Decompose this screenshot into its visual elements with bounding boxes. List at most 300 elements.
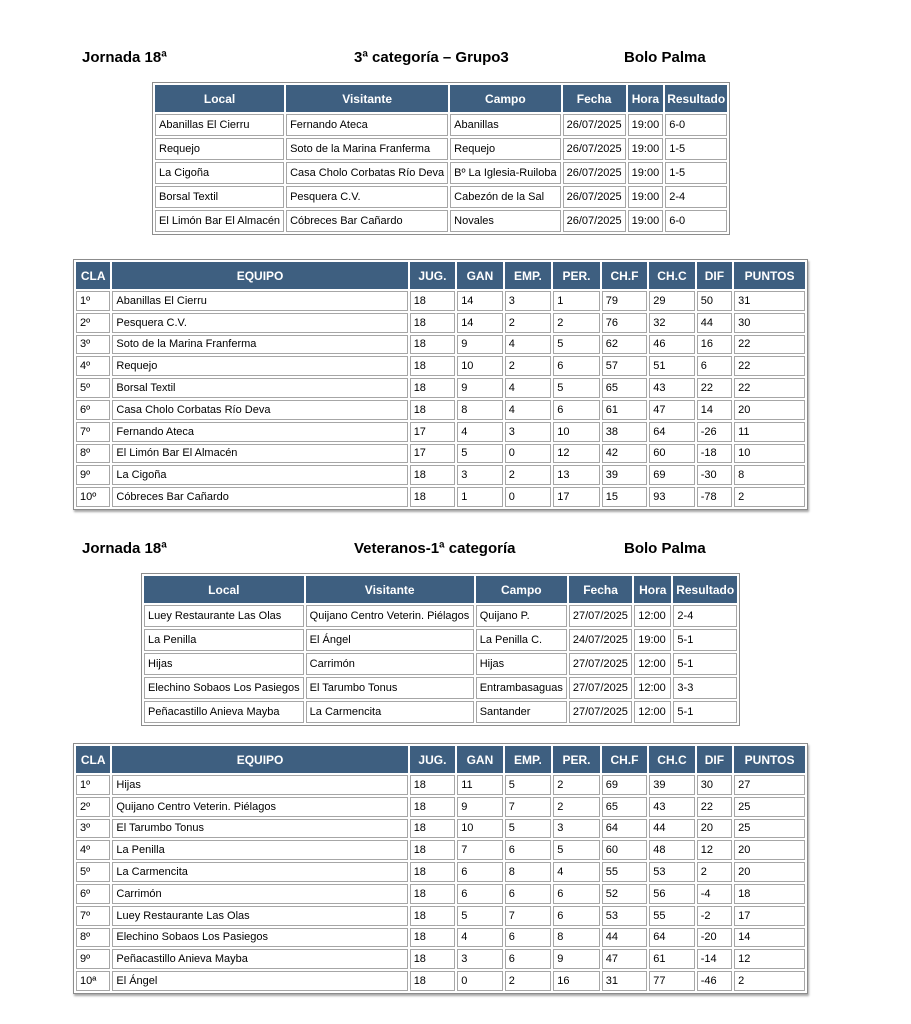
column-header: Resultado (665, 85, 727, 112)
standings-cell: 9 (457, 797, 503, 817)
match-cell: Abanillas (450, 114, 560, 136)
column-header: DIF (697, 746, 732, 773)
standings-cell: La Cigoña (112, 465, 407, 485)
match-cell: Elechino Sobaos Los Pasiegos (144, 677, 304, 699)
category-title: 3ª categoría – Grupo3 (354, 49, 509, 66)
standings-cell: 32 (649, 313, 695, 333)
standings-cell: Hijas (112, 775, 407, 795)
standings-cell: 2 (505, 313, 552, 333)
standings-cell: 43 (649, 797, 695, 817)
column-header: CH.C (649, 262, 695, 289)
standings-cell: 69 (649, 465, 695, 485)
standings-cell: 14 (457, 291, 503, 311)
match-cell: 2-4 (673, 605, 737, 627)
standings-cell: 3º (76, 819, 110, 839)
standings-cell: 3º (76, 335, 110, 355)
standings-cell: 6 (553, 906, 600, 926)
standings-cell: 2 (553, 313, 600, 333)
standings-cell: 3 (553, 819, 600, 839)
standings-cell: 3 (457, 465, 503, 485)
match-cell: Requejo (155, 138, 284, 160)
standings-cell: 9 (553, 949, 600, 969)
match-cell: 5-1 (673, 653, 737, 675)
table-row (76, 422, 805, 442)
standings-cell: Quijano Centro Veterin. Piélagos (112, 797, 407, 817)
match-cell: 19:00 (628, 138, 664, 160)
standings-cell: -78 (697, 487, 732, 507)
match-cell: 5-1 (673, 701, 737, 723)
column-header: EQUIPO (112, 746, 407, 773)
standings-cell: Borsal Textil (112, 378, 407, 398)
standings-cell: 18 (410, 884, 456, 904)
standings-cell: 1 (553, 291, 600, 311)
column-header: Campo (450, 85, 560, 112)
column-header: Local (144, 576, 304, 603)
standings-cell: 2 (697, 862, 732, 882)
standings-cell: Soto de la Marina Franferma (112, 335, 407, 355)
match-cell: 1-5 (665, 138, 727, 160)
match-cell: 1-5 (665, 162, 727, 184)
match-cell: Fernando Ateca (286, 114, 448, 136)
standings-cell: 47 (649, 400, 695, 420)
column-header: Hora (628, 85, 664, 112)
table-row (155, 114, 727, 136)
standings-cell: -46 (697, 971, 732, 991)
standings-cell: 8 (457, 400, 503, 420)
column-header: EMP. (505, 262, 552, 289)
match-cell: La Penilla C. (476, 629, 567, 651)
table-row (76, 356, 805, 376)
standings-cell: -20 (697, 928, 732, 948)
standings-cell: 8 (505, 862, 552, 882)
standings-cell: 1 (457, 487, 503, 507)
match-cell: Borsal Textil (155, 186, 284, 208)
table-row (155, 138, 727, 160)
standings-cell: 4 (457, 928, 503, 948)
table-row (76, 378, 805, 398)
match-cell: 26/07/2025 (563, 210, 626, 232)
column-header: Resultado (673, 576, 737, 603)
standings-cell: 20 (734, 400, 805, 420)
standings-cell: 6 (505, 928, 552, 948)
standings-cell: 69 (602, 775, 648, 795)
round-title: Jornada 18ª (82, 49, 167, 66)
match-cell: Peñacastillo Anieva Mayba (144, 701, 304, 723)
section-header (0, 46, 911, 70)
standings-cell: 6 (553, 400, 600, 420)
standings-cell: 4º (76, 356, 110, 376)
column-header: GAN (457, 746, 503, 773)
standings-cell: 6 (505, 949, 552, 969)
standings-cell: 10 (457, 819, 503, 839)
match-cell: Santander (476, 701, 567, 723)
standings-cell: 44 (649, 819, 695, 839)
standings-cell: 2 (734, 487, 805, 507)
standings-cell: 3 (457, 949, 503, 969)
standings-cell: El Ángel (112, 971, 407, 991)
match-cell: 2-4 (665, 186, 727, 208)
standings-cell: 18 (410, 906, 456, 926)
match-cell: 27/07/2025 (569, 701, 632, 723)
standings-cell: 42 (602, 444, 648, 464)
standings-cell: 51 (649, 356, 695, 376)
standings-cell: 2 (505, 971, 552, 991)
standings-cell: 4 (505, 335, 552, 355)
standings-cell: 18 (410, 335, 456, 355)
standings-cell: 56 (649, 884, 695, 904)
standings-cell: 57 (602, 356, 648, 376)
match-cell: 27/07/2025 (569, 677, 632, 699)
standings-cell: 64 (649, 928, 695, 948)
standings-cell: 2º (76, 797, 110, 817)
standings-cell: 22 (697, 797, 732, 817)
standings-cell: 44 (697, 313, 732, 333)
standings-cell: 50 (697, 291, 732, 311)
standings-cell: 9 (457, 335, 503, 355)
match-cell: La Cigoña (155, 162, 284, 184)
standings-cell: Elechino Sobaos Los Pasiegos (112, 928, 407, 948)
table-row (76, 840, 805, 860)
standings-cell: 18 (410, 819, 456, 839)
standings-cell: 46 (649, 335, 695, 355)
standings-cell: Requejo (112, 356, 407, 376)
standings-cell: 6 (553, 884, 600, 904)
standings-cell: 30 (697, 775, 732, 795)
match-cell: 26/07/2025 (563, 114, 626, 136)
standings-cell: 79 (602, 291, 648, 311)
standings-cell: 17 (410, 444, 456, 464)
standings-cell: 4 (505, 378, 552, 398)
standings-cell: Casa Cholo Corbatas Río Deva (112, 400, 407, 420)
standings-cell: 53 (649, 862, 695, 882)
match-cell: La Penilla (144, 629, 304, 651)
standings-cell: 5 (505, 819, 552, 839)
standings-cell: El Limón Bar El Almacén (112, 444, 407, 464)
table-row (155, 186, 727, 208)
standings-cell: -2 (697, 906, 732, 926)
table-row (76, 884, 805, 904)
table-row (76, 819, 805, 839)
sport-title: Bolo Palma (624, 540, 706, 557)
table-row (144, 701, 737, 723)
match-cell: Bº La Iglesia-Ruiloba (450, 162, 560, 184)
table-row (144, 605, 737, 627)
standings-cell: 22 (697, 378, 732, 398)
standings-cell: 25 (734, 819, 805, 839)
standings-cell: 8º (76, 444, 110, 464)
standings-cell: 20 (734, 862, 805, 882)
table-row (144, 677, 737, 699)
standings-cell: 76 (602, 313, 648, 333)
standings-cell: -14 (697, 949, 732, 969)
standings-cell: 5 (505, 775, 552, 795)
standings-cell: 8 (553, 928, 600, 948)
standings-cell: 5 (457, 444, 503, 464)
standings-cell: 55 (649, 906, 695, 926)
table-row (76, 313, 805, 333)
column-header: PER. (553, 262, 600, 289)
standings-cell: 55 (602, 862, 648, 882)
standings-cell: 2 (505, 465, 552, 485)
column-header: Fecha (569, 576, 632, 603)
match-cell: 27/07/2025 (569, 605, 632, 627)
table-header-row (76, 262, 805, 289)
standings-cell: 62 (602, 335, 648, 355)
standings-cell: 2 (734, 971, 805, 991)
match-cell: 19:00 (628, 186, 664, 208)
standings-cell: 10ª (76, 971, 110, 991)
standings-cell: Luey Restaurante Las Olas (112, 906, 407, 926)
standings-cell: 1º (76, 775, 110, 795)
table-row (76, 928, 805, 948)
table-row (144, 629, 737, 651)
standings-cell: 48 (649, 840, 695, 860)
match-cell: 26/07/2025 (563, 162, 626, 184)
standings-table (73, 743, 808, 994)
match-cell: 26/07/2025 (563, 138, 626, 160)
round-title: Jornada 18ª (82, 540, 167, 557)
standings-cell: 8 (734, 465, 805, 485)
match-cell: La Carmencita (306, 701, 474, 723)
match-cell: 12:00 (634, 677, 671, 699)
standings-cell: 27 (734, 775, 805, 795)
standings-cell: 44 (602, 928, 648, 948)
match-cell: Casa Cholo Corbatas Río Deva (286, 162, 448, 184)
match-cell: El Ángel (306, 629, 474, 651)
standings-cell: Pesquera C.V. (112, 313, 407, 333)
standings-cell: 3 (505, 291, 552, 311)
standings-cell: 11 (457, 775, 503, 795)
standings-cell: 61 (649, 949, 695, 969)
match-cell: Novales (450, 210, 560, 232)
standings-cell: 13 (553, 465, 600, 485)
standings-cell: 5 (553, 840, 600, 860)
table-row (76, 797, 805, 817)
standings-cell: 18 (734, 884, 805, 904)
standings-cell: 18 (410, 487, 456, 507)
standings-cell: 16 (697, 335, 732, 355)
standings-cell: 93 (649, 487, 695, 507)
standings-cell: 2 (553, 797, 600, 817)
standings-cell: 7 (505, 797, 552, 817)
standings-cell: La Carmencita (112, 862, 407, 882)
standings-cell: 5 (457, 906, 503, 926)
match-results-table (141, 573, 740, 726)
standings-cell: 31 (734, 291, 805, 311)
standings-cell: 11 (734, 422, 805, 442)
match-cell: 12:00 (634, 653, 671, 675)
standings-cell: 61 (602, 400, 648, 420)
standings-cell: 20 (734, 840, 805, 860)
standings-cell: 6 (697, 356, 732, 376)
standings-cell: 12 (734, 949, 805, 969)
standings-cell: 64 (649, 422, 695, 442)
column-header: Hora (634, 576, 671, 603)
standings-cell: 6 (457, 862, 503, 882)
standings-cell: 3 (505, 422, 552, 442)
standings-cell: 65 (602, 797, 648, 817)
sport-title: Bolo Palma (624, 49, 706, 66)
standings-cell: Carrimón (112, 884, 407, 904)
match-cell: 19:00 (628, 210, 664, 232)
match-cell: 5-1 (673, 629, 737, 651)
standings-cell: 5 (553, 335, 600, 355)
column-header: EQUIPO (112, 262, 407, 289)
standings-cell: 18 (410, 971, 456, 991)
standings-table (73, 259, 808, 510)
standings-cell: 29 (649, 291, 695, 311)
column-header: Visitante (306, 576, 474, 603)
standings-cell: 6 (505, 884, 552, 904)
match-cell: Hijas (144, 653, 304, 675)
column-header: CLA (76, 746, 110, 773)
match-cell: Cóbreces Bar Cañardo (286, 210, 448, 232)
standings-cell: 8º (76, 928, 110, 948)
standings-cell: 6º (76, 884, 110, 904)
table-row (76, 400, 805, 420)
standings-cell: 2º (76, 313, 110, 333)
standings-cell: 14 (734, 928, 805, 948)
column-header: Local (155, 85, 284, 112)
standings-cell: 5 (553, 378, 600, 398)
standings-cell: 1º (76, 291, 110, 311)
standings-cell: 16 (553, 971, 600, 991)
standings-cell: 9º (76, 465, 110, 485)
match-cell: 6-0 (665, 210, 727, 232)
standings-cell: 12 (553, 444, 600, 464)
table-row (155, 162, 727, 184)
standings-cell: 18 (410, 313, 456, 333)
standings-cell: 18 (410, 356, 456, 376)
table-row (144, 653, 737, 675)
standings-cell: 7 (457, 840, 503, 860)
standings-cell: 17 (734, 906, 805, 926)
table-row (76, 335, 805, 355)
match-cell: Soto de la Marina Franferma (286, 138, 448, 160)
column-header: EMP. (505, 746, 552, 773)
standings-cell: 7 (505, 906, 552, 926)
match-cell: Requejo (450, 138, 560, 160)
table-row (76, 444, 805, 464)
table-row (76, 971, 805, 991)
match-cell: El Limón Bar El Almacén (155, 210, 284, 232)
standings-cell: 18 (410, 465, 456, 485)
match-cell: 12:00 (634, 701, 671, 723)
match-cell: 26/07/2025 (563, 186, 626, 208)
standings-cell: El Tarumbo Tonus (112, 819, 407, 839)
standings-cell: -18 (697, 444, 732, 464)
standings-cell: 53 (602, 906, 648, 926)
standings-cell: 20 (697, 819, 732, 839)
standings-cell: 18 (410, 840, 456, 860)
standings-cell: 5º (76, 862, 110, 882)
category-title: Veteranos-1ª categoría (354, 540, 516, 557)
column-header: Visitante (286, 85, 448, 112)
match-results-table (152, 82, 730, 235)
standings-cell: 7º (76, 422, 110, 442)
match-cell: 6-0 (665, 114, 727, 136)
match-cell: 24/07/2025 (569, 629, 632, 651)
table-header-row (76, 746, 805, 773)
match-cell: 19:00 (628, 114, 664, 136)
standings-cell: 14 (697, 400, 732, 420)
column-header: DIF (697, 262, 732, 289)
standings-cell: 6º (76, 400, 110, 420)
standings-cell: 0 (457, 971, 503, 991)
match-cell: Cabezón de la Sal (450, 186, 560, 208)
match-cell: 27/07/2025 (569, 653, 632, 675)
standings-cell: 15 (602, 487, 648, 507)
standings-cell: 22 (734, 378, 805, 398)
standings-cell: 47 (602, 949, 648, 969)
table-row (76, 291, 805, 311)
standings-cell: 31 (602, 971, 648, 991)
column-header: PER. (553, 746, 600, 773)
match-cell: 19:00 (628, 162, 664, 184)
match-cell: Luey Restaurante Las Olas (144, 605, 304, 627)
standings-cell: 18 (410, 400, 456, 420)
column-header: JUG. (410, 262, 456, 289)
match-cell: Entrambasaguas (476, 677, 567, 699)
standings-cell: 52 (602, 884, 648, 904)
match-cell: 19:00 (634, 629, 671, 651)
match-cell: Hijas (476, 653, 567, 675)
standings-cell: 64 (602, 819, 648, 839)
standings-cell: 4º (76, 840, 110, 860)
standings-cell: 10º (76, 487, 110, 507)
standings-cell: -26 (697, 422, 732, 442)
standings-cell: 4 (553, 862, 600, 882)
match-cell: Carrimón (306, 653, 474, 675)
column-header: CH.C (649, 746, 695, 773)
table-row (76, 906, 805, 926)
standings-cell: 6 (553, 356, 600, 376)
standings-cell: 38 (602, 422, 648, 442)
match-cell: Quijano P. (476, 605, 567, 627)
table-row (76, 862, 805, 882)
standings-cell: 10 (553, 422, 600, 442)
standings-cell: 25 (734, 797, 805, 817)
standings-cell: 39 (602, 465, 648, 485)
standings-cell: 7º (76, 906, 110, 926)
table-row (76, 949, 805, 969)
match-cell: Quijano Centro Veterin. Piélagos (306, 605, 474, 627)
standings-cell: 18 (410, 797, 456, 817)
standings-cell: 18 (410, 862, 456, 882)
standings-cell: 18 (410, 928, 456, 948)
match-cell: Pesquera C.V. (286, 186, 448, 208)
standings-cell: 18 (410, 949, 456, 969)
standings-cell: 22 (734, 356, 805, 376)
standings-cell: 14 (457, 313, 503, 333)
column-header: GAN (457, 262, 503, 289)
table-row (76, 487, 805, 507)
standings-cell: 65 (602, 378, 648, 398)
standings-cell: 77 (649, 971, 695, 991)
standings-cell: La Penilla (112, 840, 407, 860)
column-header: Fecha (563, 85, 626, 112)
standings-cell: 18 (410, 775, 456, 795)
standings-cell: 6 (505, 840, 552, 860)
column-header: JUG. (410, 746, 456, 773)
standings-cell: 2 (553, 775, 600, 795)
standings-cell: 4 (505, 400, 552, 420)
match-cell: 12:00 (634, 605, 671, 627)
table-row (76, 465, 805, 485)
standings-cell: 18 (410, 378, 456, 398)
standings-cell: 17 (553, 487, 600, 507)
standings-cell: 30 (734, 313, 805, 333)
